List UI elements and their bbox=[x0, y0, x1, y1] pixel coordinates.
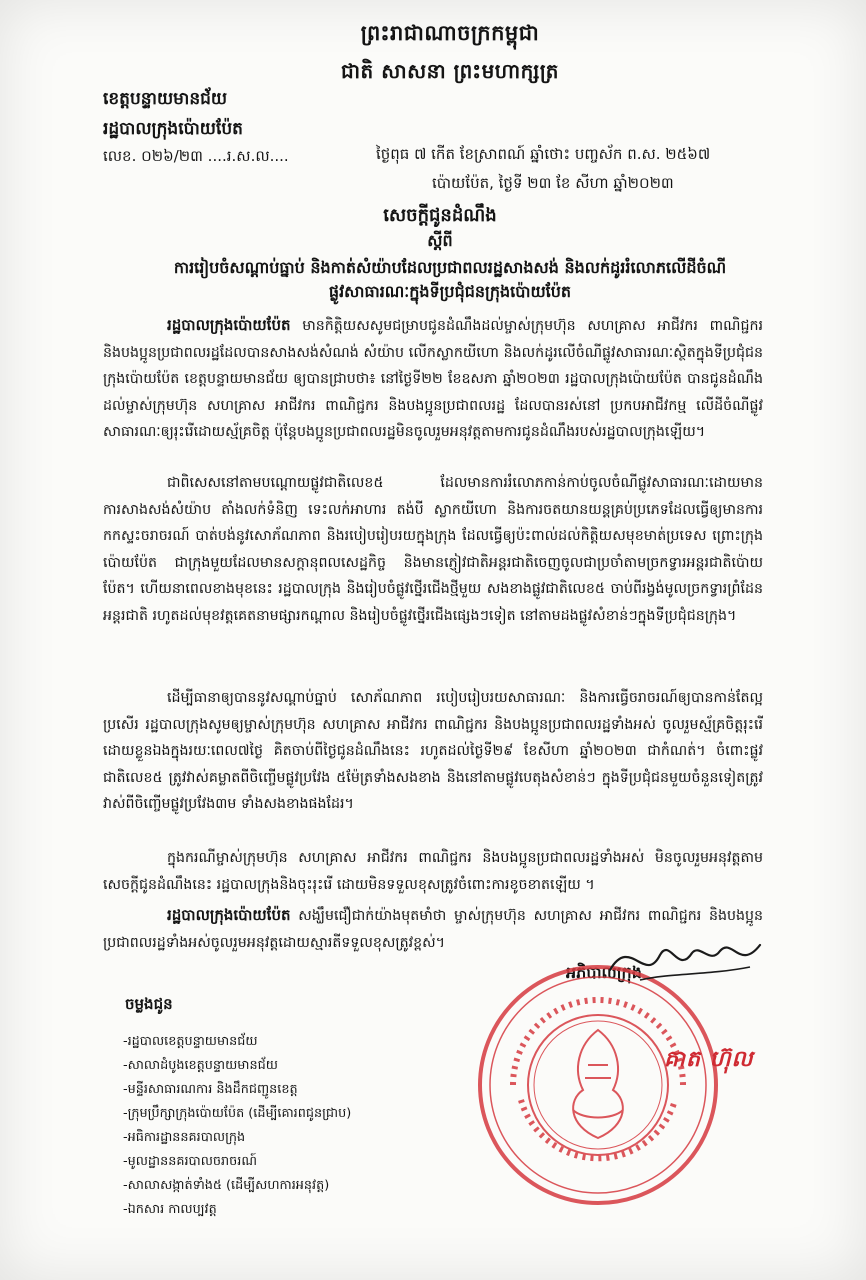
issuer-administration: រដ្ឋបាលក្រុងប៉ោយប៉ែត bbox=[103, 119, 243, 139]
recipient-item: -រដ្ឋបាលខេត្តបន្ទាយមានជ័យ bbox=[123, 1034, 258, 1049]
lunar-date: ថ្ងៃពុធ ៧ កើត ខែស្រាពណ៍ ឆ្នាំថោះ បញ្ចស័ក ព.ស. ២៥៦៧ bbox=[376, 145, 711, 163]
paragraph-5-text: សង្ឃឹមជឿជាក់យ៉ាងមុតមាំថា ម្ចាស់ក្រុមហ៊ុន សហគ្រាស អាជីវករ ពាណិជ្ជករ និងបងប្អូនប្រជាពលរដ្ឋទាំងអស់ចូលរួមអនុវត្តដោយស្មារតីទទួលខុសត្រូវខ្ពស់។ bbox=[103, 908, 763, 951]
recipients-label: ចម្លងជូន bbox=[125, 995, 173, 1013]
subject-label: ស្តីពី bbox=[427, 231, 453, 250]
paragraph-5-lead: រដ្ឋបាលក្រុងប៉ោយប៉ែត bbox=[167, 906, 291, 924]
recipient-item: -មូលដ្ឋាននគរបាលចរាចរណ៍ bbox=[123, 1154, 257, 1169]
signatory-name: គាត ហ៊ុល bbox=[664, 1047, 754, 1072]
reference-number: លេខ. ០២៦/២៣ ....រ.ស.ល.... bbox=[103, 147, 289, 165]
signatory-title: អភិបាលក្រុង bbox=[566, 963, 642, 982]
solar-date: ប៉ោយប៉ែត, ថ្ងៃទី ២៣ ខែ សីហា ឆ្នាំ២០២៣ bbox=[432, 174, 674, 192]
recipient-item: -អធិការដ្ឋាននគរបាលក្រុង bbox=[123, 1130, 246, 1145]
document-type: សេចក្តីជូនដំណឹង bbox=[383, 205, 497, 226]
recipient-item: -ក្រុមប្រឹក្សាក្រុងប៉ោយប៉ែត (ដើម្បីគោរពជូនជ្រាប) bbox=[123, 1106, 352, 1121]
recipients-list bbox=[123, 1030, 463, 1222]
paragraph-1 bbox=[103, 312, 763, 446]
issuer-province: ខេត្តបន្ទាយមានជ័យ bbox=[103, 89, 228, 109]
recipient-item: -ឯកសារ កាលប្បវត្ត bbox=[123, 1202, 217, 1217]
national-motto: ជាតិ សាសនា ព្រះមហាក្សត្រ bbox=[341, 59, 559, 83]
paragraph-1-text: មានកិត្តិយសសូមជម្រាបជូនដំណឹងដល់ម្ចាស់ក្រុមហ៊ុន សហគ្រាស អាជីវករ ពាណិជ្ជករ និងបងប្អូនប្រជាពលរដ្ឋដែលបានសាងសង់សំណង់ សំយ៉ាប លើកស្លាកយីហោ និងលក់ដូរលើចំណីផ្លូវសាធារណៈស្ថិតក្នុងទីប្រជុំជនក្រុងប៉ោយប៉ែត ខេត្តបន្ទាយមានជ័យ ឲ្យបានជ្រាបថា៖ នៅថ្ងៃទី២២ ខែឧសភា ឆ្នាំ២០២៣ រដ្ឋបាលក្រុងប៉ោយប៉ែត បានជូនដំណឹង ដល់ម្ចាស់ក្រុមហ៊ុន សហគ្រាស អាជីវករ ពាណិជ្ជករ និងបងប្អូនប្រជាពលរដ្ឋ ដែលបានរស់នៅ ប្រកបអាជីវកម្ម លើដីចំណីផ្លូវសាធារណៈឲ្យរុះរើដោយស្ម័គ្រចិត្ត ប៉ុន្តែបងប្អូនប្រជាពលរដ្ឋមិនចូលរួមអនុវត្តតាមការជូនដំណឹងរបស់រដ្ឋបាលក្រុងឡើយ។ bbox=[103, 318, 763, 440]
paragraph-3: ដើម្បីធានាឲ្យបាននូវសណ្តាប់ធ្នាប់ សោភ័ណភាព របៀបរៀបរយសាធារណៈ និងការធ្វើចរាចរណ៍ឲ្យបានកាន់តែល្អប្រសើរ រដ្ឋបាលក្រុងសូមឲ្យម្ចាស់ក្រុមហ៊ុន សហគ្រាស អាជីវករ ពាណិជ្ជករ និងបងប្អូនប្រជាពលរដ្ឋទាំងអស់ ចូលរួមស្ម័គ្រចិត្តរុះរើដោយខ្លួនឯងក្នុងរយៈពេល៧ថ្ងៃ គិតចាប់ពីថ្ងៃជូនដំណឹងនេះ រហូតដល់ថ្ងៃទី២៩ ខែសីហា ឆ្នាំ២០២៣ ជាកំណត់។ ចំពោះផ្លូវជាតិលេខ៥ ត្រូវវាស់គម្លាតពីចិញ្ចើមផ្លូវប្រវែង ៥ម៉ែត្រទាំងសងខាង និងនៅតាមផ្លូវបេតុងសំខាន់ៗ ក្នុងទីប្រជុំជនមួយចំនួនទៀតត្រូវវាស់ពីចិញ្ចើមផ្លូវប្រវែង៣ម ទាំងសងខាងផងដែរ។ bbox=[103, 690, 763, 812]
official-seal-icon bbox=[473, 960, 723, 1210]
recipient-item: -មន្ទីរសាធារណការ និងដឹកជញ្ជូនខេត្ត bbox=[123, 1082, 298, 1097]
handwritten-signature-icon bbox=[600, 925, 770, 995]
paragraph-1-lead: រដ្ឋបាលក្រុងប៉ោយប៉ែត bbox=[167, 316, 291, 334]
kingdom-heading: ព្រះរាជាណាចក្រកម្ពុជា bbox=[360, 21, 540, 45]
paragraph-2: ជាពិសេសនៅតាមបណ្តោយផ្លូវជាតិលេខ៥ ដែលមានការរំលោភកាន់កាប់ចូលចំណីផ្លូវសាធារណៈដោយមានការសាងសង់សំយ៉ាប តាំងលក់ទំនិញ ទេះលក់អាហារ តង់បី ស្លាកយីហោ និងការចតយានយន្តគ្រប់ប្រភេទដែលធ្វើឲ្យមានការកកស្ទះចរាចរណ៍ បាត់បង់នូវសោភ័ណភាព និងរបៀបរៀបរយក្នុងក្រុង ដែលធ្វើឲ្យប៉ះពាល់ដល់កិត្តិយសមុខមាត់ប្រទេស ព្រោះក្រុងប៉ោយប៉ែត ជាក្រុងមួយដែលមានសក្តានុពលសេដ្ឋកិច្ច និងមានភ្ញៀវជាតិអន្តរជាតិចេញចូលជាប្រចាំតាមច្រកទ្វារអន្តរជាតិប៉ោយប៉ែត។ ហើយនាពេលខាងមុខនេះ រដ្ឋបាលក្រុង និងរៀបចំផ្លូវថ្នើរជើងថ្មីមួយ សងខាងផ្លូវជាតិលេខ៥ ចាប់ពីរង្វង់មូលច្រកទ្វារព្រំដែនអន្តរជាតិ រហូតដល់មុខវត្តគេតនាមផ្សារកណ្តាល និងរៀបចំផ្លូវថ្នើរជើងផ្សេងៗទៀត នៅតាមដងផ្លូវសំខាន់ៗក្នុងទីប្រជុំជនក្រុង។ bbox=[103, 475, 763, 624]
document-subject: ការរៀបចំសណ្តាប់ធ្នាប់ និងកាត់សំយ៉ាបដែលប្រជាពលរដ្ឋសាងសង់ និងលក់ដូររំលោភលើដីចំណីផ្លូវសាធារណៈក្នុងទីប្រជុំជនក្រុងប៉ោយប៉ែត bbox=[173, 258, 727, 301]
recipient-item: -សាលាសង្កាត់ទាំង៥ (ដើម្បីសហការអនុវត្ត) bbox=[123, 1178, 330, 1193]
recipient-item: -សាលាដំបូងខេត្តបន្ទាយមានជ័យ bbox=[123, 1058, 278, 1073]
paragraph-4: ក្នុងករណីម្ចាស់ក្រុមហ៊ុន សហគ្រាស អាជីវករ ពាណិជ្ជករ និងបងប្អូនប្រជាពលរដ្ឋទាំងអស់ មិនចូលរួមអនុវត្តតាមសេចក្តីជូនដំណឹងនេះ រដ្ឋបាលក្រុងនិងចុះរុះរើ ដោយមិនទទួលខុសត្រូវចំពោះការខូចខាតឡើយ ។ bbox=[103, 850, 763, 893]
